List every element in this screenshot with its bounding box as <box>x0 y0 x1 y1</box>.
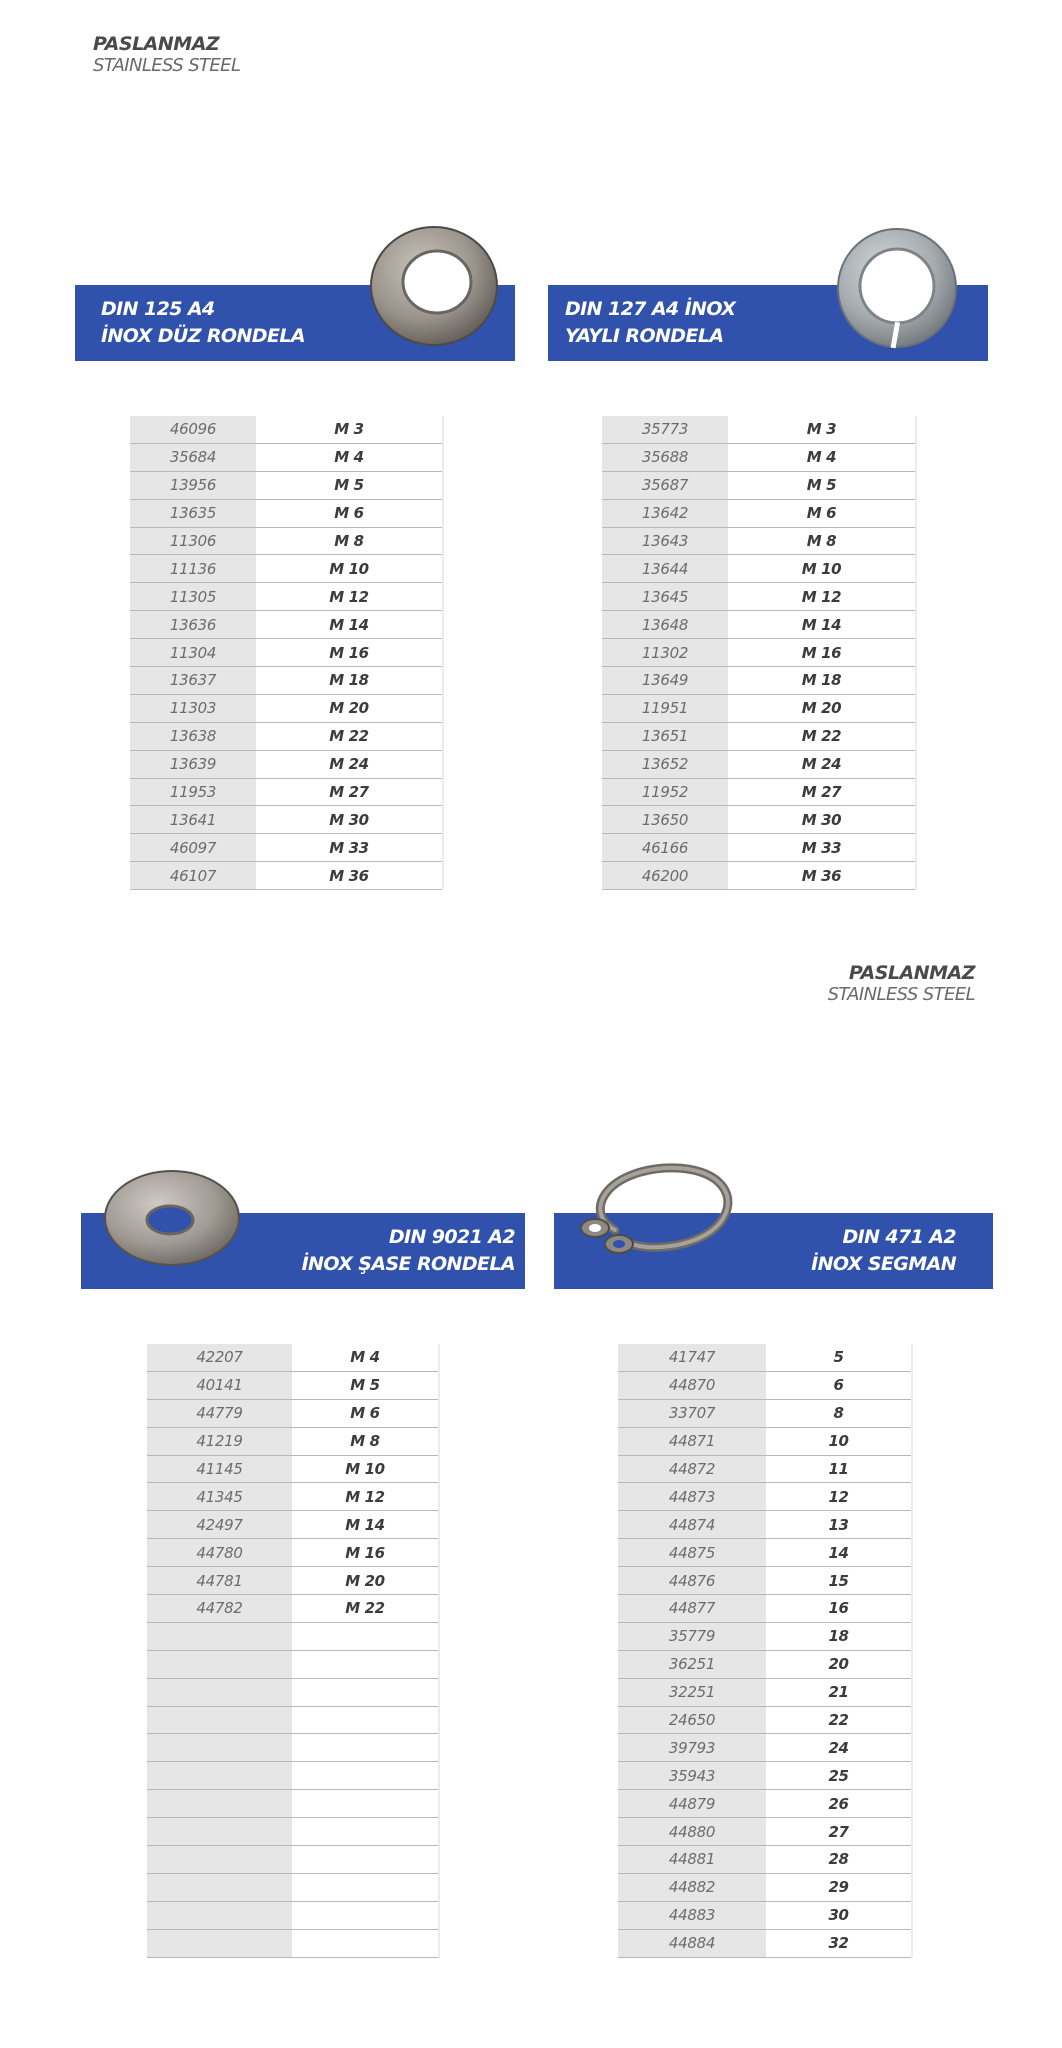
product-title-line2: İNOX SEGMAN <box>811 1253 956 1275</box>
table-row <box>618 1427 912 1455</box>
product-size: 11 <box>766 1455 912 1483</box>
product-code: 11302 <box>602 639 728 667</box>
product-code: 11951 <box>602 694 728 722</box>
product-table-din9021 <box>147 1344 440 1958</box>
header-subtitle: STAINLESS STEEL <box>827 984 975 1005</box>
table-row <box>130 416 443 443</box>
product-size: M 8 <box>292 1427 439 1455</box>
product-code: 40141 <box>147 1371 292 1399</box>
table-row <box>602 778 916 806</box>
product-code: 11952 <box>602 778 728 806</box>
product-code: 35684 <box>130 443 256 471</box>
table-row <box>130 499 443 527</box>
product-size: 21 <box>766 1678 912 1706</box>
product-code: 32251 <box>618 1678 766 1706</box>
product-size: M 16 <box>728 639 916 667</box>
product-code: 44879 <box>618 1790 766 1818</box>
product-size: M 3 <box>256 416 443 443</box>
product-code: 44881 <box>618 1846 766 1874</box>
table-row <box>130 722 443 750</box>
product-code: 44875 <box>618 1539 766 1567</box>
product-code: 13649 <box>602 667 728 695</box>
table-row <box>618 1650 912 1678</box>
product-code: 46166 <box>602 834 728 862</box>
product-size <box>292 1846 439 1874</box>
product-size: M 27 <box>256 778 443 806</box>
product-code: 44872 <box>618 1455 766 1483</box>
table-row <box>147 1790 439 1818</box>
table-row <box>618 1399 912 1427</box>
product-code: 46096 <box>130 416 256 443</box>
product-code <box>147 1901 292 1929</box>
product-size <box>292 1734 439 1762</box>
product-code: 11953 <box>130 778 256 806</box>
product-code: 44870 <box>618 1371 766 1399</box>
product-code <box>147 1734 292 1762</box>
table-row <box>147 1539 439 1567</box>
product-code <box>147 1790 292 1818</box>
product-size: M 22 <box>256 722 443 750</box>
product-code: 44880 <box>618 1818 766 1846</box>
table-row <box>618 1511 912 1539</box>
product-code: 44781 <box>147 1567 292 1595</box>
product-size: M 22 <box>728 722 916 750</box>
product-size: 22 <box>766 1706 912 1734</box>
product-code: 44779 <box>147 1399 292 1427</box>
product-title-line1: DIN 471 A2 <box>842 1226 956 1248</box>
product-size: M 33 <box>256 834 443 862</box>
product-size: M 8 <box>256 527 443 555</box>
product-size: 6 <box>766 1371 912 1399</box>
product-code: 41747 <box>618 1344 766 1371</box>
product-size: M 18 <box>728 667 916 695</box>
product-code: 13643 <box>602 527 728 555</box>
product-size: 20 <box>766 1650 912 1678</box>
product-code: 44780 <box>147 1539 292 1567</box>
table-row <box>618 1678 912 1706</box>
product-code: 41219 <box>147 1427 292 1455</box>
table-row <box>602 750 916 778</box>
product-code: 35687 <box>602 471 728 499</box>
table-row <box>130 471 443 499</box>
product-title-line1: DIN 9021 A2 <box>388 1226 515 1248</box>
header-subtitle: STAINLESS STEEL <box>93 55 241 76</box>
flat-washer-icon <box>367 224 501 348</box>
table-row <box>618 1567 912 1595</box>
table-row <box>147 1846 439 1874</box>
product-code <box>147 1762 292 1790</box>
product-code: 13639 <box>130 750 256 778</box>
table-row <box>602 583 916 611</box>
table-row <box>602 694 916 722</box>
product-code: 13636 <box>130 611 256 639</box>
table-row <box>618 1344 912 1371</box>
product-title-line2: İNOX ŞASE RONDELA <box>301 1253 515 1275</box>
product-code: 44874 <box>618 1511 766 1539</box>
product-code: 35688 <box>602 443 728 471</box>
table-row <box>147 1762 439 1790</box>
product-code: 11304 <box>130 639 256 667</box>
product-code: 11303 <box>130 694 256 722</box>
product-code: 35773 <box>602 416 728 443</box>
table-row <box>147 1399 439 1427</box>
header-title: PASLANMAZ <box>848 962 975 984</box>
product-size <box>292 1929 439 1957</box>
product-code: 13652 <box>602 750 728 778</box>
header-title: PASLANMAZ <box>93 33 220 55</box>
product-code: 44883 <box>618 1901 766 1929</box>
table-row <box>602 806 916 834</box>
table-row <box>618 1539 912 1567</box>
product-code <box>147 1929 292 1957</box>
product-size: 8 <box>766 1399 912 1427</box>
product-size <box>292 1650 439 1678</box>
table-row <box>602 862 916 890</box>
product-size: 32 <box>766 1929 912 1957</box>
product-code: 44873 <box>618 1483 766 1511</box>
product-size: M 14 <box>728 611 916 639</box>
product-code: 39793 <box>618 1734 766 1762</box>
table-row <box>618 1595 912 1623</box>
table-row <box>602 527 916 555</box>
product-code: 13956 <box>130 471 256 499</box>
table-row <box>147 1511 439 1539</box>
product-code: 13644 <box>602 555 728 583</box>
product-size: 15 <box>766 1567 912 1595</box>
product-code: 44882 <box>618 1873 766 1901</box>
product-size: 24 <box>766 1734 912 1762</box>
product-code: 41345 <box>147 1483 292 1511</box>
product-code: 44871 <box>618 1427 766 1455</box>
fender-washer-icon <box>102 1168 242 1268</box>
product-size: 29 <box>766 1873 912 1901</box>
table-row <box>618 1706 912 1734</box>
product-code <box>147 1706 292 1734</box>
product-size: M 16 <box>292 1539 439 1567</box>
table-row <box>147 1929 439 1957</box>
table-row <box>147 1706 439 1734</box>
product-code: 13638 <box>130 722 256 750</box>
product-code <box>147 1846 292 1874</box>
table-row <box>130 639 443 667</box>
product-size: 25 <box>766 1762 912 1790</box>
table-row <box>618 1622 912 1650</box>
product-size: M 10 <box>728 555 916 583</box>
page-header-bottom <box>828 962 975 1006</box>
product-title-line2: İNOX DÜZ RONDELA <box>101 325 305 347</box>
product-size: M 4 <box>728 443 916 471</box>
table-row <box>618 1873 912 1901</box>
product-size: M 5 <box>292 1371 439 1399</box>
table-row <box>130 583 443 611</box>
product-code: 42207 <box>147 1344 292 1371</box>
product-size: 27 <box>766 1818 912 1846</box>
table-row <box>602 416 916 443</box>
table-row <box>602 834 916 862</box>
table-row <box>130 694 443 722</box>
product-code: 44782 <box>147 1595 292 1623</box>
table-row <box>130 806 443 834</box>
table-row <box>618 1371 912 1399</box>
product-size <box>292 1762 439 1790</box>
table-row <box>130 555 443 583</box>
table-row <box>147 1873 439 1901</box>
table-row <box>618 1846 912 1874</box>
product-code: 13645 <box>602 583 728 611</box>
table-row <box>602 611 916 639</box>
product-size: M 30 <box>728 806 916 834</box>
table-row <box>602 471 916 499</box>
product-size: 28 <box>766 1846 912 1874</box>
product-size: M 4 <box>292 1344 439 1371</box>
product-code <box>147 1622 292 1650</box>
product-size: M 36 <box>256 862 443 890</box>
table-row <box>618 1734 912 1762</box>
page-header-top <box>93 33 240 77</box>
product-code <box>147 1678 292 1706</box>
product-size: M 12 <box>256 583 443 611</box>
product-code: 24650 <box>618 1706 766 1734</box>
product-size: M 18 <box>256 667 443 695</box>
product-size: M 5 <box>728 471 916 499</box>
product-size: M 12 <box>292 1483 439 1511</box>
table-row <box>147 1650 439 1678</box>
product-size: M 10 <box>256 555 443 583</box>
table-row <box>602 667 916 695</box>
table-row <box>147 1678 439 1706</box>
product-code: 11136 <box>130 555 256 583</box>
table-row <box>602 443 916 471</box>
product-code: 13642 <box>602 499 728 527</box>
table-row <box>130 667 443 695</box>
table-row <box>618 1455 912 1483</box>
product-size <box>292 1818 439 1846</box>
product-size: M 14 <box>292 1511 439 1539</box>
product-code: 42497 <box>147 1511 292 1539</box>
table-row <box>618 1790 912 1818</box>
product-code: 13648 <box>602 611 728 639</box>
product-size <box>292 1873 439 1901</box>
product-size: M 20 <box>256 694 443 722</box>
product-code <box>147 1650 292 1678</box>
product-size: M 8 <box>728 527 916 555</box>
product-code: 11305 <box>130 583 256 611</box>
product-code: 46107 <box>130 862 256 890</box>
product-code: 46200 <box>602 862 728 890</box>
table-row <box>618 1483 912 1511</box>
product-code: 35779 <box>618 1622 766 1650</box>
product-title-line2: YAYLI RONDELA <box>565 325 724 347</box>
product-size <box>292 1622 439 1650</box>
product-table-din471 <box>618 1344 913 1958</box>
product-size: M 36 <box>728 862 916 890</box>
product-size <box>292 1706 439 1734</box>
product-size: M 20 <box>292 1567 439 1595</box>
product-size: M 10 <box>292 1455 439 1483</box>
product-code: 35943 <box>618 1762 766 1790</box>
product-size: 12 <box>766 1483 912 1511</box>
table-row <box>130 862 443 890</box>
table-row <box>130 750 443 778</box>
table-row <box>147 1818 439 1846</box>
product-size: 30 <box>766 1901 912 1929</box>
product-code: 11306 <box>130 527 256 555</box>
table-row <box>602 639 916 667</box>
product-code <box>147 1818 292 1846</box>
product-title-line1: DIN 127 A4 İNOX <box>565 298 736 320</box>
product-code: 46097 <box>130 834 256 862</box>
table-row <box>130 778 443 806</box>
product-size: M 24 <box>728 750 916 778</box>
product-size: M 6 <box>728 499 916 527</box>
product-code: 13650 <box>602 806 728 834</box>
product-size: 13 <box>766 1511 912 1539</box>
product-size: M 6 <box>292 1399 439 1427</box>
table-row <box>147 1427 439 1455</box>
table-row <box>147 1344 439 1371</box>
table-row <box>130 527 443 555</box>
product-size: M 24 <box>256 750 443 778</box>
product-code: 41145 <box>147 1455 292 1483</box>
product-size: M 16 <box>256 639 443 667</box>
product-code: 13641 <box>130 806 256 834</box>
table-row <box>618 1901 912 1929</box>
product-size: M 20 <box>728 694 916 722</box>
table-row <box>602 555 916 583</box>
product-code: 44877 <box>618 1595 766 1623</box>
product-size: 14 <box>766 1539 912 1567</box>
product-size: M 14 <box>256 611 443 639</box>
product-size: 26 <box>766 1790 912 1818</box>
product-size: M 4 <box>256 443 443 471</box>
table-row <box>147 1371 439 1399</box>
table-row <box>147 1595 439 1623</box>
product-code: 44876 <box>618 1567 766 1595</box>
product-code <box>147 1873 292 1901</box>
product-size: M 27 <box>728 778 916 806</box>
product-code: 44884 <box>618 1929 766 1957</box>
table-row <box>602 722 916 750</box>
product-size: 16 <box>766 1595 912 1623</box>
product-size: M 3 <box>728 416 916 443</box>
product-size <box>292 1901 439 1929</box>
product-table-din125 <box>130 416 444 890</box>
product-size: M 22 <box>292 1595 439 1623</box>
product-code: 13635 <box>130 499 256 527</box>
table-row <box>130 611 443 639</box>
product-size <box>292 1790 439 1818</box>
table-row <box>147 1455 439 1483</box>
table-row <box>602 499 916 527</box>
product-code: 36251 <box>618 1650 766 1678</box>
product-size <box>292 1678 439 1706</box>
table-row <box>130 834 443 862</box>
product-size: 5 <box>766 1344 912 1371</box>
table-row <box>147 1901 439 1929</box>
product-title-line1: DIN 125 A4 <box>101 298 215 320</box>
table-row <box>147 1483 439 1511</box>
product-size: M 33 <box>728 834 916 862</box>
table-row <box>147 1567 439 1595</box>
table-row <box>618 1929 912 1957</box>
product-size: 10 <box>766 1427 912 1455</box>
table-row <box>147 1734 439 1762</box>
table-row <box>130 443 443 471</box>
product-size: M 6 <box>256 499 443 527</box>
table-row <box>618 1762 912 1790</box>
product-size: 18 <box>766 1622 912 1650</box>
product-size: M 12 <box>728 583 916 611</box>
product-code: 13651 <box>602 722 728 750</box>
product-table-din127 <box>602 416 917 890</box>
product-size: M 5 <box>256 471 443 499</box>
table-row <box>618 1818 912 1846</box>
retaining-ring-icon <box>575 1162 745 1260</box>
product-code: 33707 <box>618 1399 766 1427</box>
product-code: 13637 <box>130 667 256 695</box>
table-row <box>147 1622 439 1650</box>
product-size: M 30 <box>256 806 443 834</box>
spring-washer-icon <box>834 226 960 350</box>
